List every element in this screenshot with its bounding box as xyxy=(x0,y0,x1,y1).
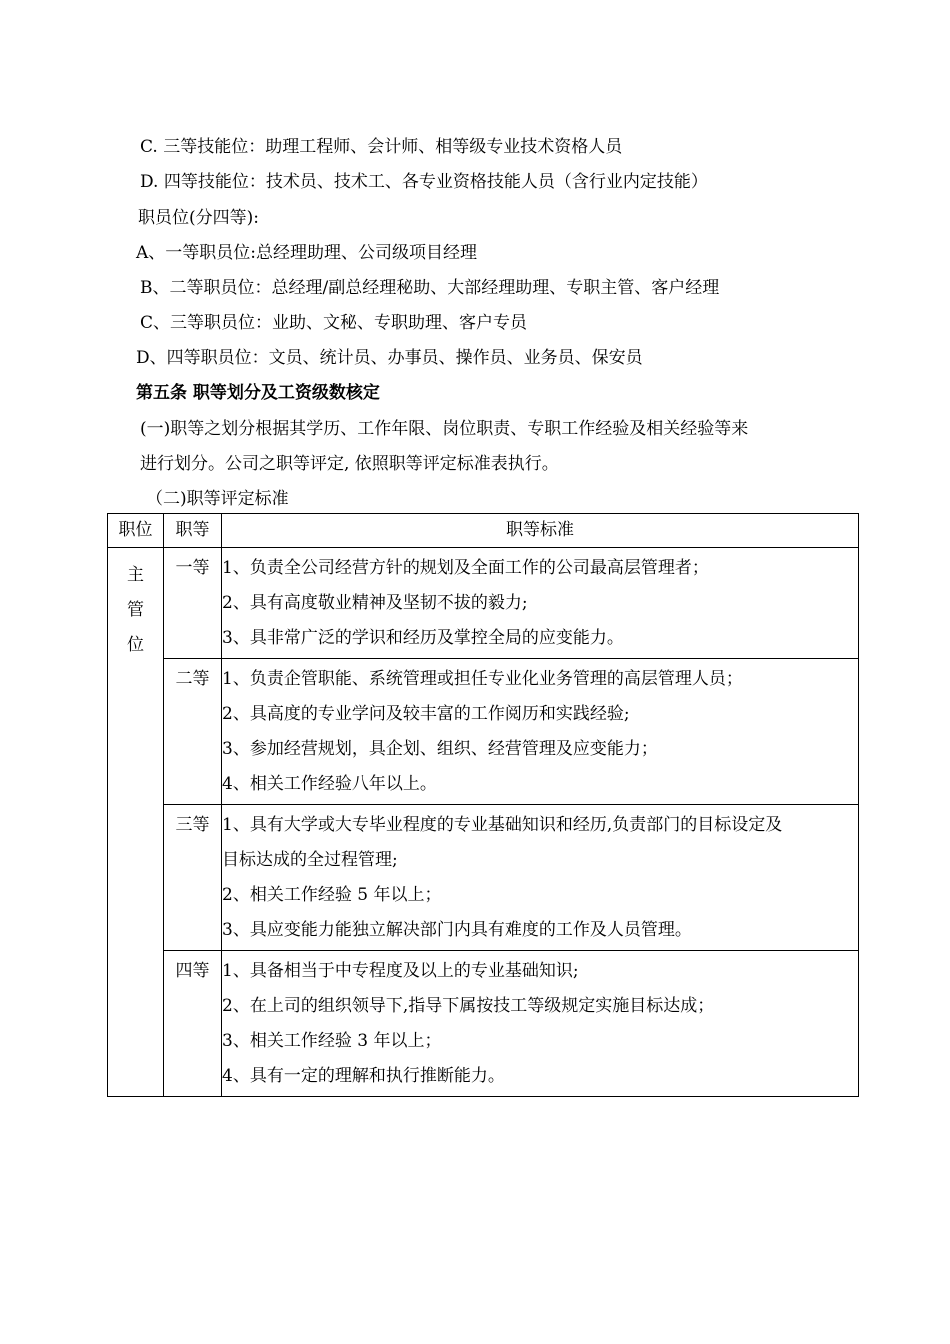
standard-item: 1、负责企管职能、系统管理或担任专业化业务管理的高层管理人员； xyxy=(222,669,743,689)
table-header-row xyxy=(108,514,859,548)
grade-label: 四等 xyxy=(175,961,210,981)
standard-item: 2、具高度的专业学问及较丰富的工作阅历和实践经验; xyxy=(222,704,630,724)
standard-item: 3、相关工作经验 3 年以上； xyxy=(222,1031,442,1051)
grade-label: 二等 xyxy=(175,669,210,689)
table-row xyxy=(108,659,859,805)
text-line-b-staff: B、二等职员位：总经理/副总经理秘助、大部经理助理、专职主管、客户经理 xyxy=(140,278,720,298)
grade-cell xyxy=(164,548,222,659)
table-row xyxy=(108,805,859,951)
standard-item: 4、相关工作经验八年以上。 xyxy=(222,774,437,794)
standard-item: 3、具应变能力能独立解决部门内具有难度的工作及人员管理。 xyxy=(222,920,692,940)
table-caption: （二)职等评定标准 xyxy=(146,489,289,509)
standard-item: 目标达成的全过程管理; xyxy=(222,850,398,870)
paragraph-grade-division-line-1: (一)职等之划分根据其学历、工作年限、岗位职责、专职工作经验及相关经验等来 xyxy=(140,419,749,439)
position-cell xyxy=(108,548,164,1097)
standard-item: 3、具非常广泛的学识和经历及掌控全局的应变能力。 xyxy=(222,628,624,648)
text-line-c-skill: C. 三等技能位：助理工程师、会计师、相等级专业技术资格人员 xyxy=(140,137,623,157)
standard-item: 4、具有一定的理解和执行推断能力。 xyxy=(222,1066,505,1086)
table-row xyxy=(108,951,859,1097)
text-line-a-staff: A、一等职员位:总经理助理、公司级项目经理 xyxy=(136,243,478,263)
standard-item: 1、具备相当于中专程度及以上的专业基础知识; xyxy=(222,961,579,981)
section-heading-article-5: 第五条 职等划分及工资级数核定 xyxy=(136,383,380,403)
text-line-d-skill: D. 四等技能位：技术员、技术工、各专业资格技能人员（含行业内定技能） xyxy=(140,172,708,192)
text-line-staff-heading: 职员位(分四等): xyxy=(138,208,259,228)
standard-item: 2、在上司的组织领导下,指导下属按技工等级规定实施目标达成； xyxy=(222,996,715,1016)
grade-label: 三等 xyxy=(175,815,210,835)
header-position: 职位 xyxy=(108,514,164,548)
standard-item: 3、参加经营规划，具企划、组织、经营管理及应变能力； xyxy=(222,739,658,759)
standard-item: 2、相关工作经验 5 年以上； xyxy=(222,885,442,905)
standard-cell xyxy=(222,548,859,659)
header-standard: 职等标准 xyxy=(222,514,859,548)
grade-cell xyxy=(164,951,222,1097)
grade-cell xyxy=(164,659,222,805)
standard-cell xyxy=(222,805,859,951)
text-line-c-staff: C、三等职员位：业助、文秘、专职助理、客户专员 xyxy=(140,313,528,333)
table-row xyxy=(108,548,859,659)
grade-standard-table xyxy=(107,513,859,1097)
grade-label: 一等 xyxy=(175,558,210,578)
standard-item: 1、具有大学或大专毕业程度的专业基础知识和经历,负责部门的目标设定及 xyxy=(222,815,783,835)
standard-cell xyxy=(222,659,859,805)
header-grade: 职等 xyxy=(164,514,222,548)
standard-item: 1、负责全公司经营方针的规划及全面工作的公司最高层管理者； xyxy=(222,558,709,578)
grade-cell xyxy=(164,805,222,951)
paragraph-grade-division-line-2: 进行划分。公司之职等评定, 依照职等评定标准表执行。 xyxy=(140,454,559,474)
position-label: 主管位 xyxy=(127,565,144,655)
standard-cell xyxy=(222,951,859,1097)
standard-item: 2、具有高度敬业精神及坚韧不拔的毅力; xyxy=(222,593,528,613)
text-line-d-staff: D、四等职员位：文员、统计员、办事员、操作员、业务员、保安员 xyxy=(136,348,643,368)
